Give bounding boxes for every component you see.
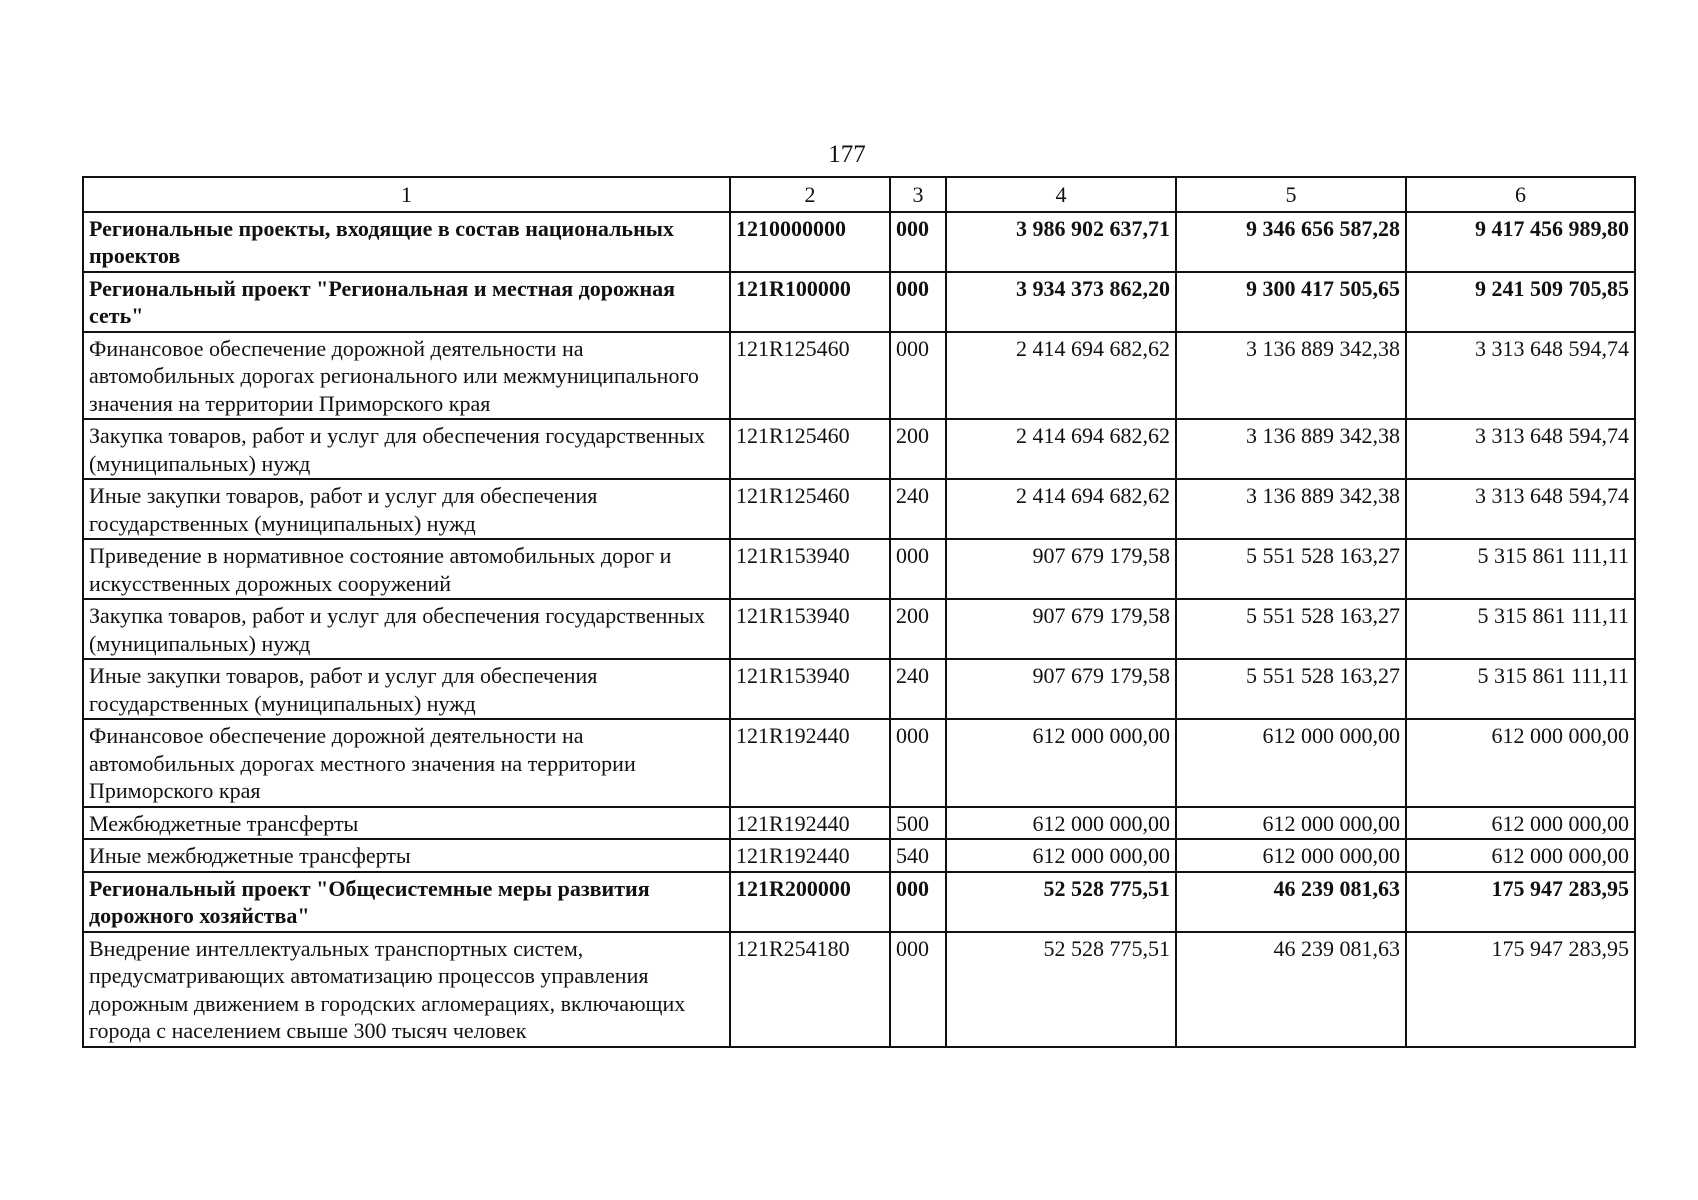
row-amount-year2: 5 551 528 163,27	[1176, 599, 1406, 659]
row-amount-year3: 5 315 861 111,11	[1406, 539, 1635, 599]
row-amount-year3: 612 000 000,00	[1406, 839, 1635, 872]
row-amount-year3: 9 241 509 705,85	[1406, 272, 1635, 332]
row-code-cell: 121R254180	[730, 932, 890, 1047]
row-amount-year3: 612 000 000,00	[1406, 719, 1635, 807]
row-amount-year2: 46 239 081,63	[1176, 932, 1406, 1047]
header-col-2: 2	[730, 177, 890, 212]
row-kvr-cell: 540	[890, 839, 946, 872]
row-code-cell: 121R153940	[730, 539, 890, 599]
row-amount-year3: 3 313 648 594,74	[1406, 419, 1635, 479]
row-amount-year3: 9 417 456 989,80	[1406, 212, 1635, 272]
header-col-1: 1	[83, 177, 730, 212]
row-amount-year3: 175 947 283,95	[1406, 872, 1635, 932]
row-amount-year2: 3 136 889 342,38	[1176, 479, 1406, 539]
row-kvr-cell: 000	[890, 212, 946, 272]
row-amount-year1: 52 528 775,51	[946, 872, 1176, 932]
row-amount-year3: 5 315 861 111,11	[1406, 599, 1635, 659]
row-name-cell: Финансовое обеспечение дорожной деятельности на автомобильных дорогах местного значения на территории Приморского края	[83, 719, 730, 807]
row-name-cell: Финансовое обеспечение дорожной деятельности на автомобильных дорогах регионального или межмуниципального значения на территории Приморского края	[83, 332, 730, 420]
header-row	[83, 177, 1635, 212]
row-name-cell: Иные межбюджетные трансферты	[83, 839, 730, 872]
table-row	[83, 719, 1635, 807]
row-name-cell: Региональный проект "Региональная и местная дорожная сеть"	[83, 272, 730, 332]
row-code-cell: 1210000000	[730, 212, 890, 272]
row-amount-year3: 3 313 648 594,74	[1406, 332, 1635, 420]
row-amount-year1: 2 414 694 682,62	[946, 332, 1176, 420]
row-name-cell: Иные закупки товаров, работ и услуг для обеспечения государственных (муниципальных) нужд	[83, 479, 730, 539]
row-name-cell: Межбюджетные трансферты	[83, 807, 730, 840]
table-row	[83, 419, 1635, 479]
table-row	[83, 212, 1635, 272]
row-kvr-cell: 000	[890, 539, 946, 599]
row-amount-year1: 612 000 000,00	[946, 807, 1176, 840]
row-amount-year2: 9 300 417 505,65	[1176, 272, 1406, 332]
row-kvr-cell: 000	[890, 872, 946, 932]
row-name-cell: Внедрение интеллектуальных транспортных систем, предусматривающих автоматизацию процессов управления дорожным движением в городских агломерациях, включающих города с населением свыше 300 тысяч человек	[83, 932, 730, 1047]
row-amount-year1: 52 528 775,51	[946, 932, 1176, 1047]
table-row	[83, 807, 1635, 840]
row-code-cell: 121R125460	[730, 332, 890, 420]
row-code-cell: 121R125460	[730, 419, 890, 479]
table-row	[83, 872, 1635, 932]
row-code-cell: 121R192440	[730, 839, 890, 872]
table-row	[83, 539, 1635, 599]
table-row	[83, 659, 1635, 719]
row-amount-year3: 612 000 000,00	[1406, 807, 1635, 840]
row-amount-year1: 2 414 694 682,62	[946, 419, 1176, 479]
row-kvr-cell: 000	[890, 719, 946, 807]
row-code-cell: 121R100000	[730, 272, 890, 332]
row-code-cell: 121R153940	[730, 599, 890, 659]
table-row	[83, 332, 1635, 420]
row-amount-year3: 3 313 648 594,74	[1406, 479, 1635, 539]
row-code-cell: 121R192440	[730, 719, 890, 807]
row-amount-year1: 3 934 373 862,20	[946, 272, 1176, 332]
header-col-4: 4	[946, 177, 1176, 212]
row-name-cell: Закупка товаров, работ и услуг для обеспечения государственных (муниципальных) нужд	[83, 599, 730, 659]
row-amount-year1: 907 679 179,58	[946, 539, 1176, 599]
row-kvr-cell: 500	[890, 807, 946, 840]
row-kvr-cell: 240	[890, 659, 946, 719]
row-name-cell: Региональный проект "Общесистемные меры развития дорожного хозяйства"	[83, 872, 730, 932]
row-amount-year3: 175 947 283,95	[1406, 932, 1635, 1047]
page-number	[0, 140, 1698, 170]
row-kvr-cell: 000	[890, 332, 946, 420]
row-amount-year2: 9 346 656 587,28	[1176, 212, 1406, 272]
table-row	[83, 272, 1635, 332]
row-code-cell: 121R200000	[730, 872, 890, 932]
row-amount-year1: 3 986 902 637,71	[946, 212, 1176, 272]
row-amount-year2: 5 551 528 163,27	[1176, 539, 1406, 599]
row-amount-year2: 612 000 000,00	[1176, 719, 1406, 807]
row-name-cell: Иные закупки товаров, работ и услуг для обеспечения государственных (муниципальных) нужд	[83, 659, 730, 719]
row-amount-year1: 2 414 694 682,62	[946, 479, 1176, 539]
row-kvr-cell: 200	[890, 599, 946, 659]
row-amount-year2: 612 000 000,00	[1176, 807, 1406, 840]
row-amount-year2: 46 239 081,63	[1176, 872, 1406, 932]
header-col-5: 5	[1176, 177, 1406, 212]
row-amount-year1: 612 000 000,00	[946, 719, 1176, 807]
row-kvr-cell: 200	[890, 419, 946, 479]
row-kvr-cell: 000	[890, 272, 946, 332]
row-name-cell: Закупка товаров, работ и услуг для обеспечения государственных (муниципальных) нужд	[83, 419, 730, 479]
row-kvr-cell: 000	[890, 932, 946, 1047]
row-name-cell: Региональные проекты, входящие в состав национальных проектов	[83, 212, 730, 272]
row-amount-year2: 5 551 528 163,27	[1176, 659, 1406, 719]
table-row	[83, 599, 1635, 659]
row-amount-year1: 612 000 000,00	[946, 839, 1176, 872]
table-row	[83, 479, 1635, 539]
row-code-cell: 121R192440	[730, 807, 890, 840]
table-body	[83, 212, 1635, 1047]
row-amount-year1: 907 679 179,58	[946, 599, 1176, 659]
row-kvr-cell: 240	[890, 479, 946, 539]
row-name-cell: Приведение в нормативное состояние автомобильных дорог и искусственных дорожных сооружений	[83, 539, 730, 599]
row-amount-year1: 907 679 179,58	[946, 659, 1176, 719]
header-col-3: 3	[890, 177, 946, 212]
table-row	[83, 932, 1635, 1047]
row-amount-year3: 5 315 861 111,11	[1406, 659, 1635, 719]
table-header	[83, 177, 1635, 212]
page-number-text: 177	[828, 141, 866, 168]
row-code-cell: 121R125460	[730, 479, 890, 539]
header-col-6: 6	[1406, 177, 1635, 212]
row-amount-year2: 3 136 889 342,38	[1176, 419, 1406, 479]
budget-table	[82, 176, 1636, 1048]
row-code-cell: 121R153940	[730, 659, 890, 719]
table-row	[83, 839, 1635, 872]
row-amount-year2: 612 000 000,00	[1176, 839, 1406, 872]
row-amount-year2: 3 136 889 342,38	[1176, 332, 1406, 420]
